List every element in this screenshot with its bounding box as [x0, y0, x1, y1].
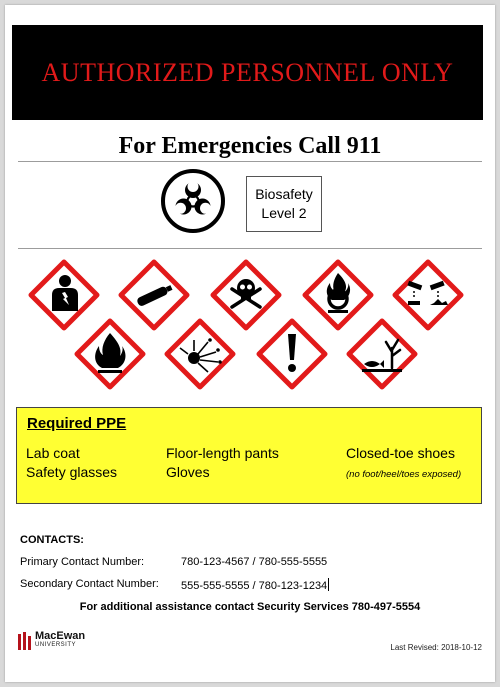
biosafety-level: Level 2 [261, 205, 307, 221]
flame-icon [74, 318, 146, 390]
biohazard-icon [160, 168, 226, 234]
required-ppe-box [16, 407, 482, 504]
assistance-line: For additional assistance contact Security Services 780-497-5554 [79, 601, 421, 613]
macewan-logo-mark-icon [18, 632, 31, 650]
ppe-item: Safety glasses [26, 464, 118, 480]
emergency-heading: For Emergencies Call 911 [118, 133, 382, 159]
ppe-note: (no foot/heel/toes exposed) [346, 469, 462, 480]
primary-contact-value[interactable]: 780-123-4567 / 780-555-5555 [181, 556, 328, 568]
ppe-item: Closed-toe shoes [346, 445, 455, 461]
ppe-title: Required PPE [27, 415, 127, 432]
logo-subtitle: UNIVERSITY [35, 642, 77, 648]
secondary-contact-label: Secondary Contact Number: [20, 578, 159, 590]
primary-contact-label: Primary Contact Number: [20, 556, 145, 568]
ppe-item: Lab coat [26, 445, 80, 461]
last-revised: Last Revised: 2018-10-12 [390, 643, 482, 652]
ppe-item: Floor-length pants [166, 445, 279, 461]
banner-text: AUTHORIZED PERSONNEL ONLY [41, 57, 454, 87]
exclamation-mark-icon [256, 318, 328, 390]
authorized-banner [12, 25, 483, 120]
ppe-item: Gloves [166, 464, 210, 480]
text-cursor [328, 578, 329, 591]
environment-icon [346, 318, 418, 390]
exploding-bomb-icon [164, 318, 236, 390]
biosafety-level-box [246, 176, 322, 232]
logo-name: MacEwan [35, 630, 86, 642]
divider [18, 161, 482, 162]
secondary-contact-field[interactable] [181, 578, 329, 592]
biosafety-label: Biosafety [255, 186, 313, 202]
contacts-heading: CONTACTS: [20, 534, 84, 546]
divider [18, 248, 482, 249]
macewan-logo [18, 632, 85, 650]
secondary-contact-value[interactable]: 555-555-5555 / 780-123-1234 [181, 580, 328, 592]
